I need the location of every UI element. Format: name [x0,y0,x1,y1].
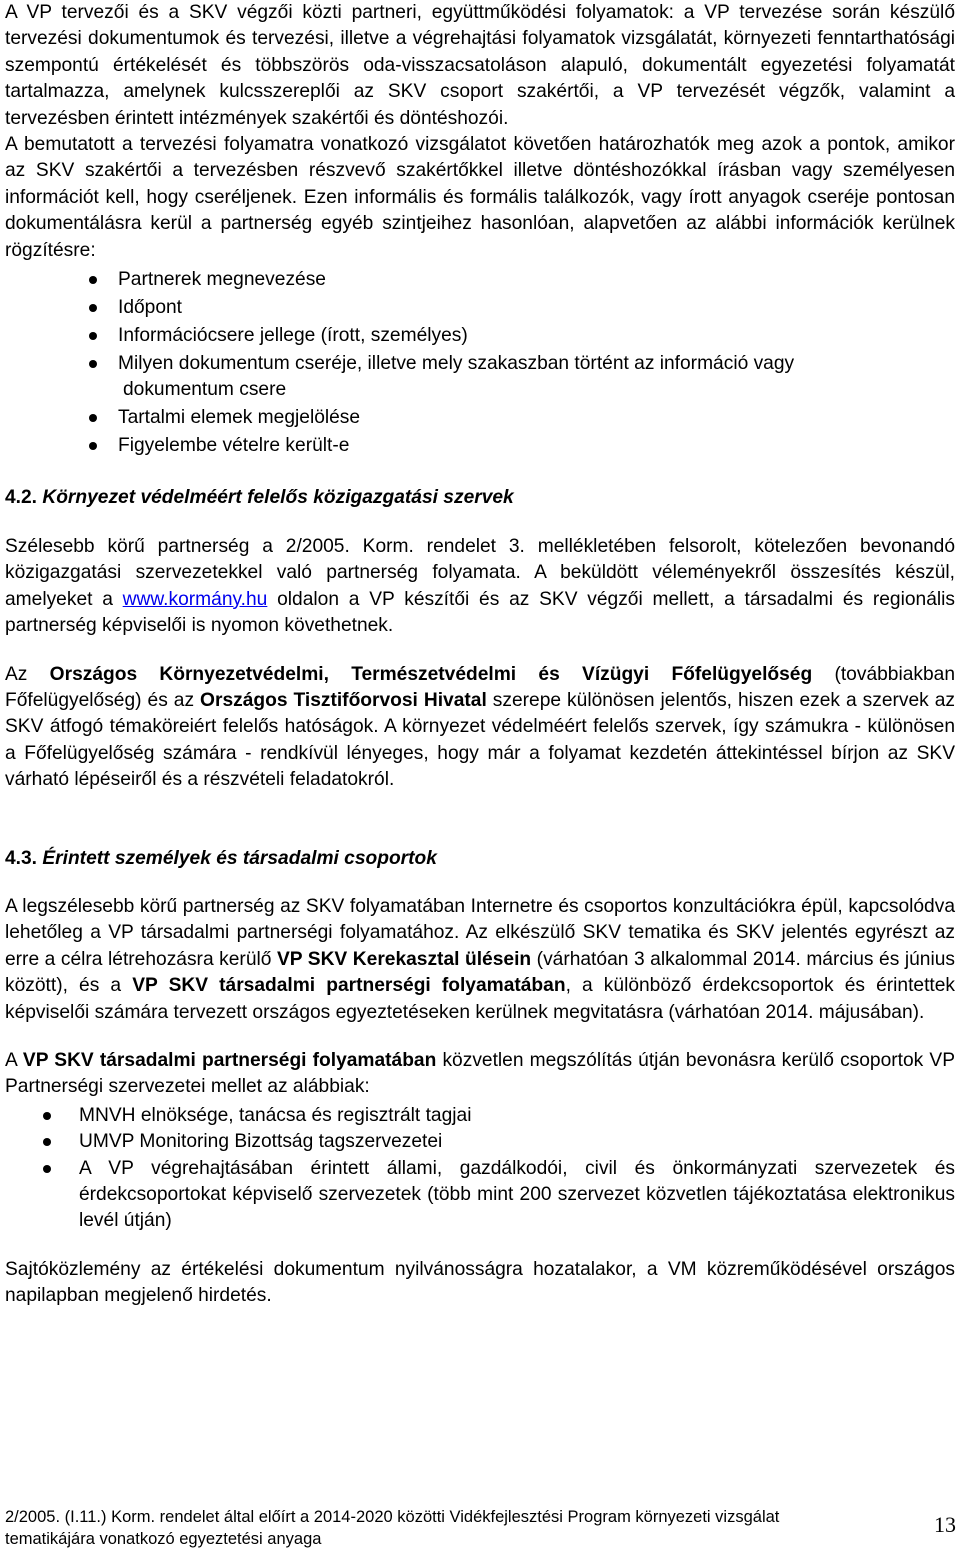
page-footer [5,1506,955,1550]
bullet-icon [89,276,97,284]
bullet-icon [89,304,97,312]
section-heading-4-2: 4.2. Környezet védelméért felelős közigazgatási szervek [5,487,514,509]
group-bullet-list [5,1103,955,1235]
info-bullet-list [5,267,955,460]
sec42-paragraph-2: Az Országos Környezetvédelmi, Természetvédelmi és Vízügyi Főfelügyelőség (továbbiakban Főfelügyelőség) és az Országos Tisztifőorvosi Hivatal szerepe különösen jelentős, hiszen ezek a szervek az SKV átfogó témaköreiért felelős hatóságok. A környezet védelméért felelős szervek, így számukra - különösen a Főfelügyelőség számára - rendkívül lényeges, hogy már a folyamat kezdetén áttekintéssel bírjon az SKV várható lépéseiről és a részvételi feladatokról. [5,663,956,791]
list-item: Információcsere jellege (írott, személyes) [5,323,955,349]
sec43-paragraph-1: A legszélesebb körű partnerség az SKV folyamatában Internetre és csoportos konzultációkra épül, kapcsolódva lehetőleg a VP társadalmi partnerségi folyamatához. Az elkészülő SKV tematika és SKV jelentés egyrészt az erre a célra létrehozásra kerülő VP SKV Kerekasztal ülésein (várhatóan 3 alkalommal 2014. március és június között), és a VP SKV társadalmi partnerségi folyamatában, a különböző érdekcsoportok és érintettek képviselői számára tervezett országos egyeztetéseken kerülnek megvitatásra (várhatóan 2014. májusában). [5,895,956,1023]
intro-paragraph-2: A bemutatott a tervezési folyamatra vonatkozó vizsgálatot követően határozhatók meg azok a pontok, amikor az SKV szakértői a tervezésben részvevő szakértőkkel illetve döntéshozókkal írásban vagy személyesen információt kell, hogy cseréljenek. Ezen informális és formális találkozók, vagy írott anyagok cseréje pontosan dokumentálásra kerül a partnerség egyéb szintjeihez hasonlóan, alapvetően az alábbi információk kerülnek rögzítésre: [5,134,955,261]
list-item: UMVP Monitoring Bizottság tagszervezetei [5,1129,955,1155]
list-item: Tartalmi elemek megjelölése [5,405,955,431]
list-item: Figyelembe vételre került-e [5,433,955,459]
list-item: Milyen dokumentum cseréje, illetve mely szakaszban történt az információ vagy dokumentum csere [5,351,955,404]
bullet-icon [43,1165,51,1173]
section-heading-4-3: 4.3. Érintett személyek és társadalmi csoportok [5,847,437,869]
bullet-icon [43,1112,51,1120]
footer-line-2: tematikájára vonatkozó egyeztetési anyaga [5,1530,322,1548]
bullet-icon [43,1138,51,1146]
list-item: Partnerek megnevezése [5,267,955,293]
bullet-icon [89,332,97,340]
footer-line-1: 2/2005. (I.11.) Korm. rendelet által előírt a 2014-2020 közötti Vidékfejlesztési Program környezeti vizsgálat [5,1508,780,1526]
sec42-paragraph-1: Szélesebb körű partnerség a 2/2005. Korm. rendelet 3. mellékletében felsorolt, kötelezően bevonandó közigazgatási szervezetekkel való partnerség folyamata. A beküldött véleményekről összesítés készül, amelyeket a www.kormány.hu oldalon a VP készítői és az SKV végzői mellett, a társadalmi és regionális partnerség képviselői is nyomon követhetnek. [5,535,955,637]
list-item: MNVH elnöksége, tanácsa és regisztrált tagjai [5,1103,955,1129]
list-item: A VP végrehajtásában érintett állami, gazdálkodói, civil és önkormányzati szervezetek és érdekcsoportokat képviselő szervezetek (több mint 200 szervezet közvetlen tájékoztatása elektronikus levél útján) [5,1156,955,1235]
sec43-paragraph-2: A VP SKV társadalmi partnerségi folyamatában közvetlen megszólítás útján bevonásra kerülő csoportok VP Partnerségi szervezetei mellet az alábbiak: [5,1049,955,1098]
bullet-icon [89,414,97,422]
intro-paragraph-1: A VP tervezői és a SKV végzői közti partneri, együttműködési folyamatok: a VP tervezése során készülő tervezési dokumentumok és tervezési, illetve a végrehajtási folyamatok vizsgálatát, környezeti fenntarthatósági szempontú értékelését és többszörös oda-visszacsatoláson alapuló, dokumentált egyezetési folyamatát tartalmazza, amelynek kulcsszereplői az SKV csoport szakértői, a VP tervezését végzők, valamint a tervezésben érintett intézmények szakértői és döntéshozói. [5,2,955,129]
bullet-icon [89,442,97,450]
bullet-icon [89,360,97,368]
kormany-link[interactable]: www.kormány.hu [122,588,268,610]
page-number: 13 [934,1512,956,1537]
list-item: Időpont [5,295,955,321]
document-page [5,0,955,1310]
sec43-paragraph-3: Sajtóközlemény az értékelési dokumentum nyilvánosságra hozatalakor, a VM közreműködésével országos napilapban megjelenő hirdetés. [5,1258,955,1307]
